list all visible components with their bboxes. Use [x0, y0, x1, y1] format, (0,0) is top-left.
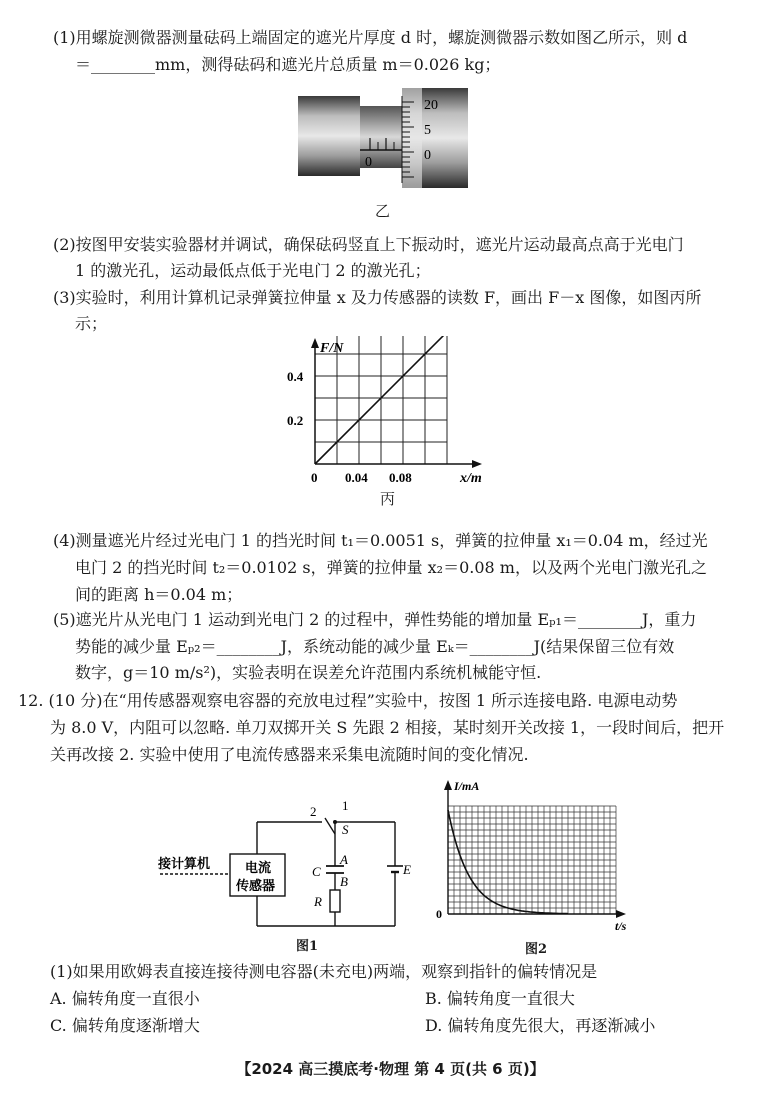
it-y-arrow — [444, 780, 452, 790]
option-d[interactable]: D. 偏转角度先很大，再逐渐减小 — [425, 1016, 656, 1035]
q12-line2: 为 8.0 V，内阻可以忽略. 单刀双掷开关 S 先跟 2 相接，某时刻开关改接 1，一段时间后，把开 — [50, 718, 725, 737]
fx-x-tick: 0 — [311, 470, 318, 485]
q12-line1: 12. (10 分)在“用传感器观察电容器的充放电过程”实验中，按图 1 所示连接电路. 电源电动势 — [18, 691, 678, 710]
switch-label-2: 2 — [310, 804, 317, 819]
fx-x-arrow — [472, 460, 482, 468]
sensor-label-1: 电流 — [245, 860, 272, 875]
q11-p1-line1: (1)用螺旋测微器测量砝码上端固定的遮光片厚度 d 时，螺旋测微器示数如图乙所示，则 d — [53, 28, 688, 47]
q11-p4-line3: 间的距离 h＝0.04 m； — [75, 585, 243, 604]
option-a[interactable]: A. 偏转角度一直很小 — [50, 989, 200, 1008]
computer-label: 接计算机 — [158, 856, 211, 871]
it-x-arrow — [616, 910, 626, 918]
fx-x-tick: 0.04 — [345, 470, 368, 485]
page-footer: 【2024 高三摸底考·物理 第 4 页(共 6 页)】 — [236, 1060, 545, 1078]
circuit-diagram — [150, 778, 420, 938]
switch-label-1: 1 — [342, 798, 349, 813]
q11-p5-line3: 数字，g＝10 m/s²)，实验表明在误差允许范围内系统机械能守恒. — [75, 663, 542, 682]
fig-bing-caption: 丙 — [380, 490, 396, 508]
micrometer-label-0-sleeve: 0 — [365, 155, 372, 170]
q11-p3-line2: 示； — [75, 314, 108, 333]
fx-y-tick: 0.2 — [287, 413, 304, 428]
fx-ylabel: F/N — [320, 341, 344, 356]
sensor-label-2: 传感器 — [236, 878, 276, 893]
option-c[interactable]: C. 偏转角度逐渐增大 — [50, 1016, 200, 1035]
q11-p3-line1: (3)实验时，利用计算机记录弹簧拉伸量 x 及力传感器的读数 F，画出 F－x 图像，如图丙所 — [53, 288, 702, 307]
capacitor-label-b: B — [340, 874, 348, 889]
q11-p1-line2: ＝________mm，测得砝码和遮光片总质量 m＝0.026 kg； — [75, 55, 501, 74]
q11-p4-line1: (4)测量遮光片经过光电门 1 的挡光时间 t₁＝0.0051 s，弹簧的拉伸量 x₁＝0.04 m，经过光 — [53, 531, 708, 550]
it-xlabel: t/s — [615, 919, 627, 933]
capacitor-label-c: C — [312, 864, 321, 879]
it-ylabel: I/mA — [454, 779, 480, 793]
fig-yi-caption: 乙 — [375, 202, 391, 220]
current-time-graph — [430, 778, 630, 936]
q11-p5-line2: 势能的减少量 Eₚ₂＝________J，系统动能的减少量 Eₖ＝________J(结果保留三位有效 — [75, 637, 675, 656]
micrometer-label-5: 5 — [424, 123, 431, 138]
it-grid — [448, 806, 616, 914]
fig1-caption: 图1 — [296, 939, 319, 954]
fx-y-arrow — [311, 338, 319, 348]
source-label: E — [403, 862, 411, 877]
fx-chart — [270, 336, 510, 486]
fx-xlabel: x/m — [460, 471, 482, 486]
micrometer-label-20: 20 — [424, 98, 438, 113]
micrometer-label-0-thimble: 0 — [424, 148, 431, 163]
q12-line3: 关再改接 2. 实验中使用了电流传感器来采集电流随时间的变化情况. — [50, 745, 529, 764]
micrometer-figure — [298, 88, 468, 188]
q11-p2-line2: 1 的激光孔，运动最低点低于光电门 2 的激光孔； — [75, 261, 431, 280]
q11-p5-line1: (5)遮光片从光电门 1 运动到光电门 2 的过程中，弹性势能的增加量 Eₚ₁＝________J，重力 — [53, 610, 697, 629]
q12-q1-text: (1)如果用欧姆表直接连接待测电容器(未充电)两端，观察到指针的偏转情况是 — [50, 962, 598, 981]
it-origin: 0 — [436, 907, 442, 921]
resistor-label: R — [314, 894, 322, 909]
switch-blade — [325, 818, 335, 834]
fx-x-tick: 0.08 — [389, 470, 412, 485]
option-b[interactable]: B. 偏转角度一直很大 — [425, 989, 575, 1008]
fig2-caption: 图2 — [525, 942, 548, 957]
resistor — [330, 890, 340, 912]
q11-p4-line2: 电门 2 的挡光时间 t₂＝0.0102 s，弹簧的拉伸量 x₂＝0.08 m，以及两个光电门激光孔之 — [75, 558, 707, 577]
switch-label-s: S — [342, 822, 349, 837]
q11-p2-line1: (2)按图甲安装实验器材并调试，确保砝码竖直上下振动时，遮光片运动最高点高于光电门 — [53, 235, 684, 254]
fx-y-tick: 0.4 — [287, 369, 304, 384]
capacitor-label-a: A — [340, 852, 348, 867]
